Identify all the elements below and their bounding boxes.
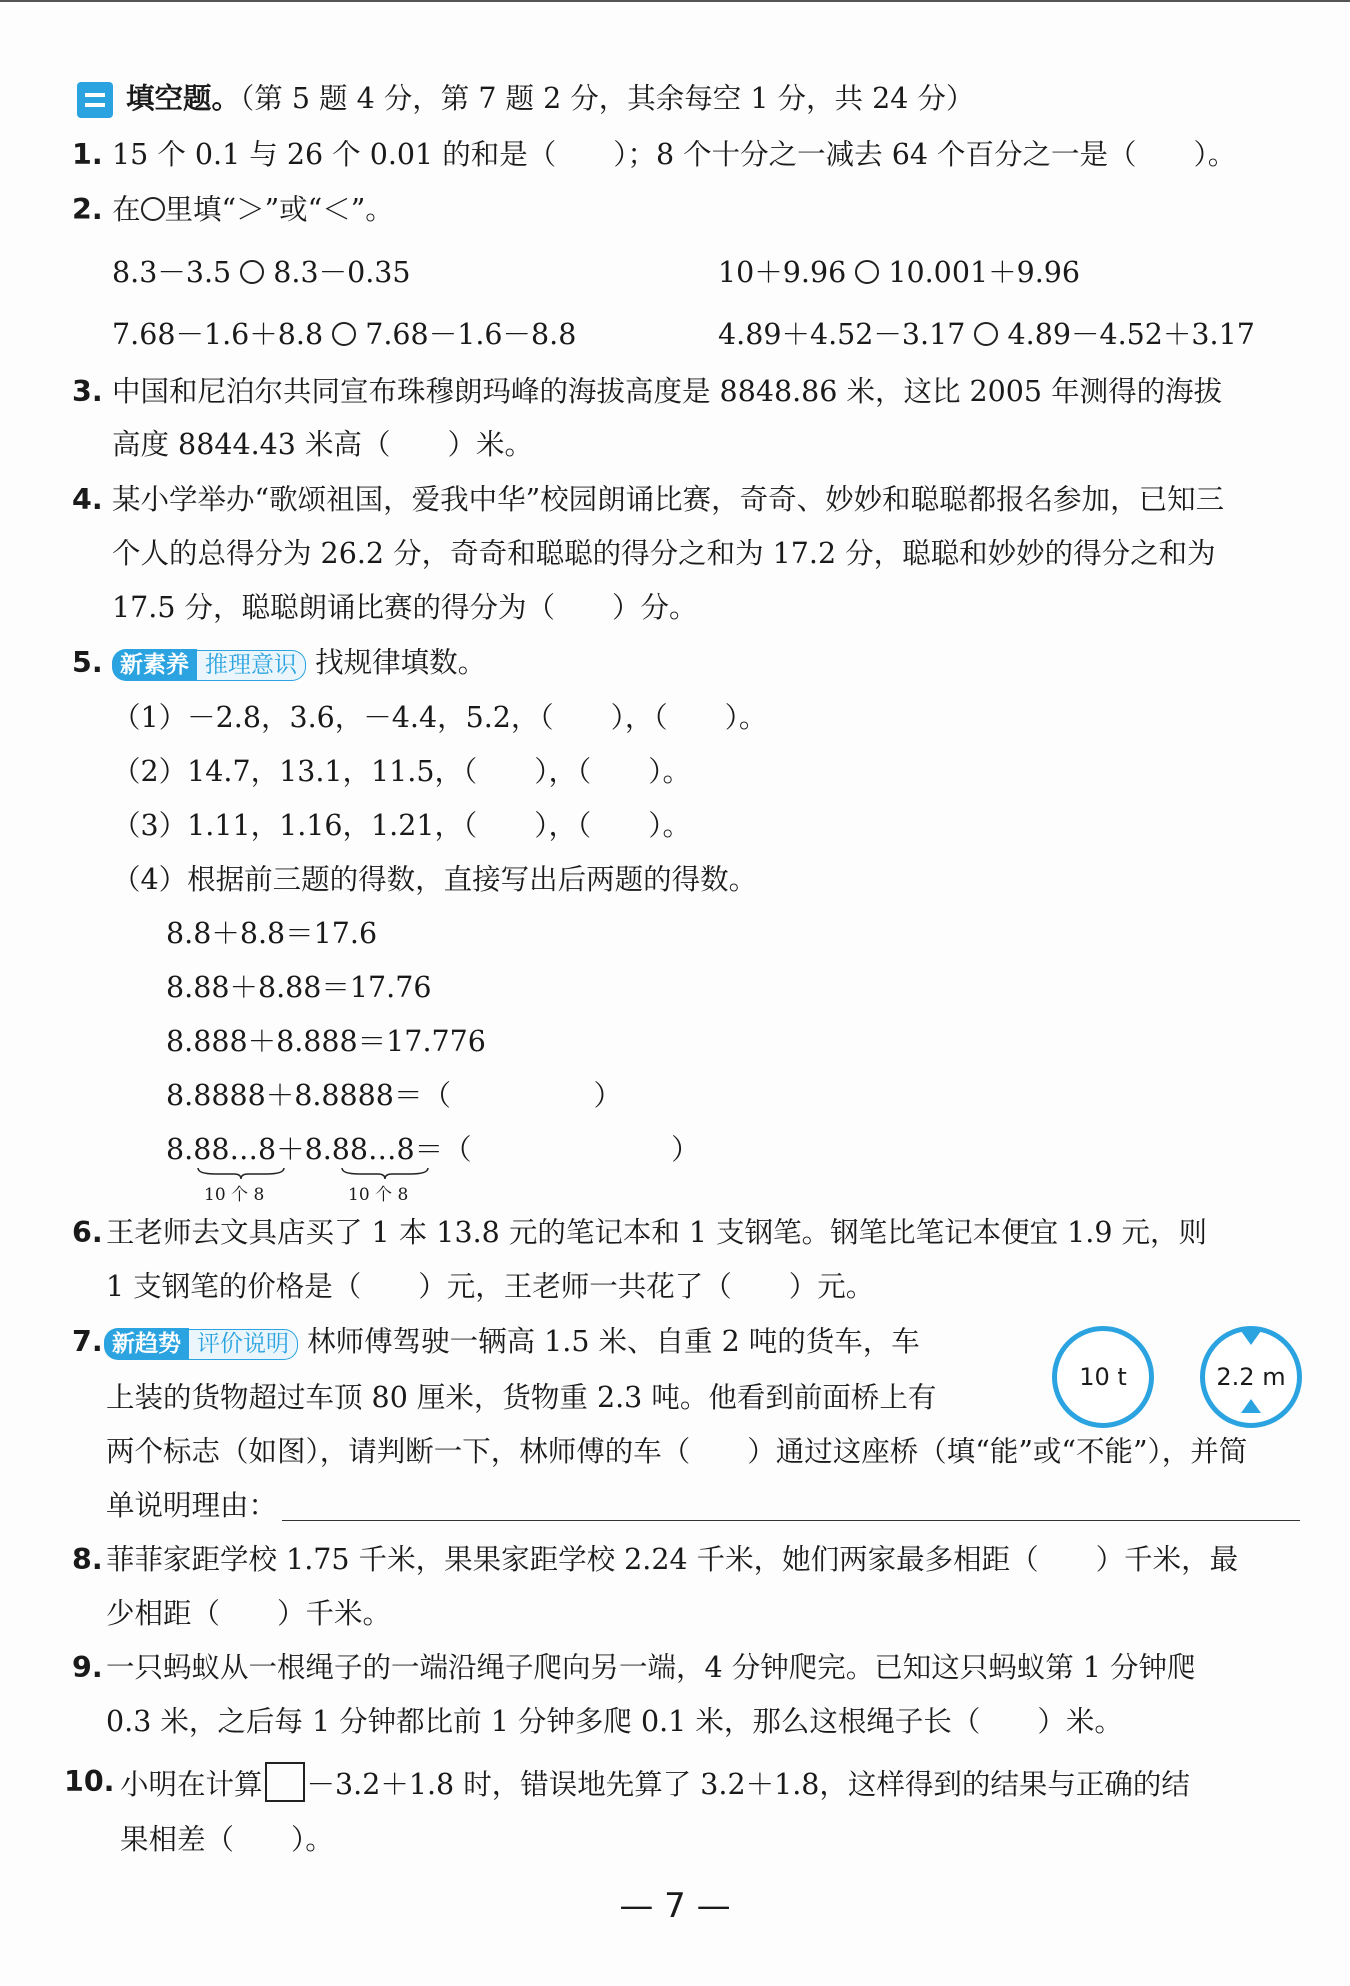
tag-secondary: 评价说明 <box>189 1329 298 1360</box>
q10-number: 10. <box>64 1765 115 1798</box>
q7-number: 7. <box>72 1325 103 1358</box>
q6-line1: 王老师去文具店买了 1 本 13.8 元的笔记本和 1 支钢笔。钢笔比笔记本便宜 1.9 元，则 <box>106 1216 1208 1249</box>
expr: 4.89＋4.52－3.17 <box>718 318 966 351</box>
reason-answer-line[interactable] <box>282 1520 1300 1521</box>
blank-box[interactable] <box>265 1762 305 1802</box>
q8-number: 8. <box>72 1543 103 1576</box>
q7-tag <box>104 1328 298 1360</box>
q5-eq3: 8.888＋8.888＝17.776 <box>166 1025 486 1058</box>
compare-circle[interactable] <box>332 322 356 346</box>
q9-number: 9. <box>72 1651 103 1684</box>
q5-eq2: 8.88＋8.88＝17.76 <box>166 971 432 1004</box>
height-limit-label: 2.2 m <box>1216 1363 1286 1391</box>
q6-number: 6. <box>72 1216 103 1249</box>
q10-line2: 果相差（ ）。 <box>120 1823 334 1856</box>
q3-line2: 高度 8844.43 米高（ ）米。 <box>112 428 533 461</box>
expr: 7.68－1.6－8.8 <box>365 318 577 351</box>
q5-p2: （2）14.7，13.1，11.5，（ ），（ ）。 <box>112 755 692 788</box>
q8-line2: 少相距（ ）千米。 <box>106 1597 392 1630</box>
section-note: （第 5 题 4 分，第 7 题 2 分，其余每空 1 分，共 24 分） <box>240 82 975 115</box>
q7-line2: 上装的货物超过车顶 80 厘米，货物重 2.3 吨。他看到前面桥上有 <box>106 1381 937 1414</box>
expr: 8.3－0.35 <box>273 256 411 289</box>
page-number: — 7 — <box>619 1886 731 1926</box>
tag-primary: 新素养 <box>112 649 197 681</box>
q4-line3: 17.5 分，聪聪朗诵比赛的得分为（ ）分。 <box>112 591 698 624</box>
q4-line1: 某小学举办“歌颂祖国，爱我中华”校园朗诵比赛，奇奇、妙妙和聪聪都报名参加，已知三 <box>112 483 1225 516</box>
brace-2 <box>340 1166 430 1180</box>
q7-line1 <box>104 1322 920 1362</box>
q1-text: 15 个 0.1 与 26 个 0.01 的和是（ ）；8 个十分之一减去 64 个百分之一是（ ）。 <box>112 138 1237 171</box>
q5-eq4: 8.8888＋8.8888＝（ ） <box>166 1079 622 1112</box>
q4-number: 4. <box>72 483 103 516</box>
compare-circle[interactable] <box>240 260 264 284</box>
q5-eq5: 8.88…8＋8.88…8＝（ ） <box>166 1133 700 1166</box>
compare-circle[interactable] <box>855 260 879 284</box>
q7-text1: 林师傅驾驶一辆高 1.5 米、自重 2 吨的货车，车 <box>307 1325 920 1358</box>
q5-heading <box>112 643 486 683</box>
expr: 10.001＋9.96 <box>888 256 1081 289</box>
q2-row2-right <box>718 315 1255 355</box>
tag-secondary: 推理意识 <box>197 650 306 681</box>
q3-number: 3. <box>72 375 103 408</box>
q5-p4: （4）根据前三题的得数，直接写出后两题的得数。 <box>112 863 758 896</box>
q5-eq1: 8.8＋8.8＝17.6 <box>166 917 378 950</box>
q7-line3: 两个标志（如图），请判断一下，林师傅的车（ ）通过这座桥（填“能”或“不能”），并简 <box>106 1435 1248 1468</box>
q5-text: 找规律填数。 <box>315 646 487 679</box>
brace-label-2: 10 个 8 <box>348 1185 409 1205</box>
q2-text-b: 里填“＞”或“＜”。 <box>164 193 394 226</box>
q2-row1-right <box>718 253 1080 293</box>
q6-line2: 1 支钢笔的价格是（ ）元，王老师一共花了（ ）元。 <box>106 1270 875 1303</box>
q9-line2: 0.3 米，之后每 1 分钟都比前 1 分钟多爬 0.1 米，那么这根绳子长（ ）米。 <box>106 1705 1123 1738</box>
weight-limit-sign <box>1052 1326 1154 1428</box>
q1-number: 1. <box>72 138 103 171</box>
section-header <box>126 79 974 119</box>
q2-instruction <box>112 190 394 230</box>
q5-p1: （1）－2.8，3.6，－4.4，5.2，（ ），（ ）。 <box>112 701 768 734</box>
tag-primary: 新趋势 <box>104 1328 189 1360</box>
q10-text-a: 小明在计算 <box>120 1768 263 1801</box>
section-title: 填空题。 <box>126 82 241 115</box>
up-arrow-icon <box>1241 1399 1261 1413</box>
weight-limit-label: 10 t <box>1079 1363 1127 1391</box>
q8-line1: 菲菲家距学校 1.75 千米，果果家距学校 2.24 千米，她们两家最多相距（ ）千米，最 <box>106 1543 1239 1576</box>
expr: 4.89－4.52＋3.17 <box>1007 318 1255 351</box>
circle-icon <box>141 197 165 221</box>
expr: 7.68－1.6＋8.8 <box>112 318 324 351</box>
q2-row2-left <box>112 315 576 355</box>
q9-line1: 一只蚂蚁从一根绳子的一端沿绳子爬向另一端，4 分钟爬完。已知这只蚂蚁第 1 分钟爬 <box>106 1651 1196 1684</box>
brace-label-1: 10 个 8 <box>204 1185 265 1205</box>
q4-line2: 个人的总得分为 26.2 分，奇奇和聪聪的得分之和为 17.2 分，聪聪和妙妙的得分之和为 <box>112 537 1216 570</box>
q5-tag <box>112 649 306 681</box>
down-arrow-icon <box>1241 1331 1261 1345</box>
q2-number: 2. <box>72 193 103 226</box>
q2-row1-left <box>112 253 411 293</box>
expr: 8.3－3.5 <box>112 256 232 289</box>
q5-number: 5. <box>72 646 103 679</box>
top-border <box>0 0 1350 2</box>
expr: 10＋9.96 <box>718 256 847 289</box>
q10-line1 <box>120 1762 1190 1805</box>
q3-line1: 中国和尼泊尔共同宣布珠穆朗玛峰的海拔高度是 8848.86 米，这比 2005 年测得的海拔 <box>112 375 1223 408</box>
q7-line4: 单说明理由： <box>106 1489 278 1522</box>
q2-text-a: 在 <box>112 193 141 226</box>
q5-p3: （3）1.11，1.16，1.21，（ ），（ ）。 <box>112 809 692 842</box>
brace-1 <box>196 1166 286 1180</box>
q10-text-b: －3.2＋1.8 时，错误地先算了 3.2＋1.8，这样得到的结果与正确的结 <box>306 1768 1190 1801</box>
compare-circle[interactable] <box>974 322 998 346</box>
section-two-icon <box>77 82 113 118</box>
